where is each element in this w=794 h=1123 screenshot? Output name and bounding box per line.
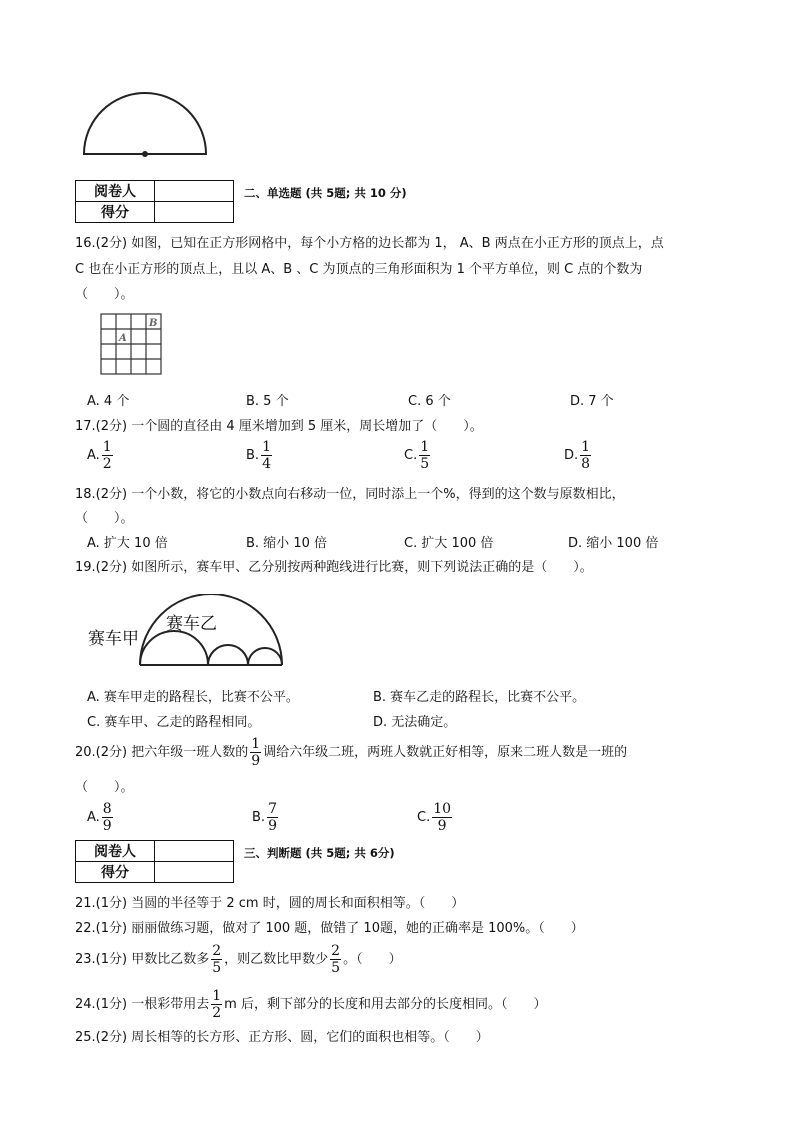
q17-option-b-label: B.: [246, 448, 260, 463]
q18-option-d[interactable]: D. 缩小 100 倍: [568, 536, 659, 551]
q17-option-b[interactable]: [246, 440, 274, 471]
q18-option-b[interactable]: B. 缩小 10 倍: [246, 536, 327, 551]
q20-b-num: 7: [268, 801, 277, 817]
q20-option-b-fraction: [267, 802, 278, 833]
q20-post: 调给六年级二班，两班人数就正好相等，原来二班人数是一班的: [263, 745, 628, 760]
q20-option-a-label: A.: [87, 810, 100, 825]
q17-option-d-fraction: [580, 440, 591, 471]
q23-f2-den: 5: [331, 960, 341, 976]
q17-option-d[interactable]: [564, 440, 593, 471]
q22-text: 22.(1分) 丽丽做练习题，做对了 100 题，做错了 10题，她的正确率是 100%。（ ）: [75, 921, 584, 936]
q23-fraction1: [211, 944, 222, 975]
q16-line2: C 也在小正方形的顶点上，且以 A、B 、C 为顶点的三角形面积为 1 个平方单位，则 C 点的个数为: [75, 262, 643, 277]
q16-option-c[interactable]: C. 6 个: [408, 394, 451, 409]
q17-option-a-fraction: [102, 440, 113, 471]
q23-f1-num: 2: [212, 943, 222, 959]
q19-option-d[interactable]: D. 无法确定。: [373, 715, 457, 730]
q17-b-den: 4: [262, 456, 271, 472]
q23-post: 。（ ）: [343, 952, 402, 967]
q16-option-b[interactable]: B. 5 个: [246, 394, 289, 409]
q20-option-c-label: C.: [417, 810, 431, 825]
q18-option-c[interactable]: C. 扩大 100 倍: [404, 536, 494, 551]
q18-option-a[interactable]: A. 扩大 10 倍: [87, 536, 168, 551]
q20-c-den: 9: [437, 818, 447, 834]
q20-option-a[interactable]: [87, 802, 115, 833]
score-label-2: 得分: [76, 862, 155, 883]
q25-text: 25.(2分) 周长相等的长方形、正方形、圆，它们的面积也相等。（ ）: [75, 1030, 489, 1045]
score-table-section2: [75, 180, 234, 223]
q20-c-num: 10: [433, 801, 452, 817]
q19-option-c[interactable]: C. 赛车甲、乙走的路程相同。: [87, 715, 261, 730]
q17-c-den: 5: [420, 456, 430, 472]
q20-pre: 20.(2分) 把六年级一班人数的: [75, 745, 249, 760]
square-grid-figure: [100, 313, 164, 377]
q20-option-b[interactable]: [252, 802, 280, 833]
reviewer-label: 阅卷人: [76, 181, 155, 202]
car-a-label: 赛车甲: [88, 629, 139, 649]
reviewer-cell: [155, 181, 234, 202]
q17-option-c-fraction: [419, 440, 430, 471]
q17-option-b-fraction: [261, 440, 272, 471]
score-label: 得分: [76, 202, 155, 223]
score-cell-2: [155, 862, 234, 883]
q20-a-num: 8: [102, 801, 112, 817]
grid-label-b: B: [149, 318, 158, 329]
q19-text: 19.(2分) 如图所示，赛车甲、乙分别按两种跑线进行比赛，则下列说法正确的是（ ）。: [75, 560, 593, 575]
q20-option-c[interactable]: [417, 802, 454, 833]
q24-text: [75, 989, 546, 1020]
q17-text: 17.(2分) 一个圆的直径由 4 厘米增加到 5 厘米，周长增加了（ ）。: [75, 419, 483, 434]
q20-den: 9: [251, 753, 261, 769]
q17-b-num: 1: [262, 439, 271, 455]
q18-line1: 18.(2分) 一个小数，将它的小数点向右移动一位，同时添上一个%，得到的这个数与原数相比，: [75, 487, 625, 502]
section3-title: 三、判断题 (共 5题; 共 6分): [244, 846, 395, 860]
q20-line1: [75, 737, 627, 768]
q23-fraction2: [330, 944, 341, 975]
q24-fraction: [211, 989, 222, 1020]
score-table-section3: [75, 840, 234, 883]
q20-option-b-label: B.: [252, 810, 266, 825]
grid-label-a: A: [119, 333, 127, 344]
q24-pre: 24.(1分) 一根彩带用去: [75, 997, 210, 1012]
q24-post: m 后，剩下部分的长度和用去部分的长度相同。（ ）: [224, 997, 547, 1012]
car-b-label: 赛车乙: [166, 614, 217, 634]
q24-num: 1: [212, 988, 222, 1004]
q20-line2: （ ）。: [75, 780, 134, 795]
q18-line2: （ ）。: [75, 511, 134, 526]
q21-text: 21.(1分) 当圆的半径等于 2 cm 时，圆的周长和面积相等。（ ）: [75, 896, 465, 911]
q24-den: 2: [212, 1005, 222, 1021]
q20-b-den: 9: [268, 818, 277, 834]
q16-option-a[interactable]: A. 4 个: [87, 394, 130, 409]
q23-pre: 23.(1分) 甲数比乙数多: [75, 952, 210, 967]
q20-fraction: [250, 737, 261, 768]
section2-title: 二、单选题 (共 5题; 共 10 分): [244, 186, 407, 200]
q23-f1-den: 5: [212, 960, 222, 976]
q23-mid: ，则乙数比甲数少: [224, 952, 329, 967]
score-cell: [155, 202, 234, 223]
q17-option-d-label: D.: [564, 448, 579, 463]
reviewer-cell-2: [155, 841, 234, 862]
q16-option-d[interactable]: D. 7 个: [570, 394, 614, 409]
q17-d-den: 8: [581, 456, 591, 472]
q17-option-c[interactable]: [404, 440, 432, 471]
semicircle-figure: [78, 90, 212, 162]
q20-a-den: 9: [102, 818, 112, 834]
reviewer-label-2: 阅卷人: [76, 841, 155, 862]
q17-option-c-label: C.: [404, 448, 418, 463]
q19-option-a[interactable]: A. 赛车甲走的路程长，比赛不公平。: [87, 690, 299, 705]
q20-num: 1: [251, 736, 261, 752]
q17-option-a[interactable]: [87, 440, 115, 471]
q17-c-num: 1: [420, 439, 430, 455]
q20-option-c-fraction: [432, 802, 452, 833]
q20-option-a-fraction: [102, 802, 113, 833]
q19-option-b[interactable]: B. 赛车乙走的路程长，比赛不公平。: [373, 690, 586, 705]
q16-line1: 16.(2分) 如图，已知在正方形网格中，每个小方格的边长都为 1， A、B 两点在小正方形的顶点上，点: [75, 236, 664, 251]
q17-a-num: 1: [102, 439, 112, 455]
q23-f2-num: 2: [331, 943, 341, 959]
q17-a-den: 2: [102, 456, 112, 472]
q17-d-num: 1: [581, 439, 591, 455]
q23-text: [75, 944, 402, 975]
q16-line3: （ ）。: [75, 287, 134, 302]
q17-option-a-label: A.: [87, 448, 100, 463]
